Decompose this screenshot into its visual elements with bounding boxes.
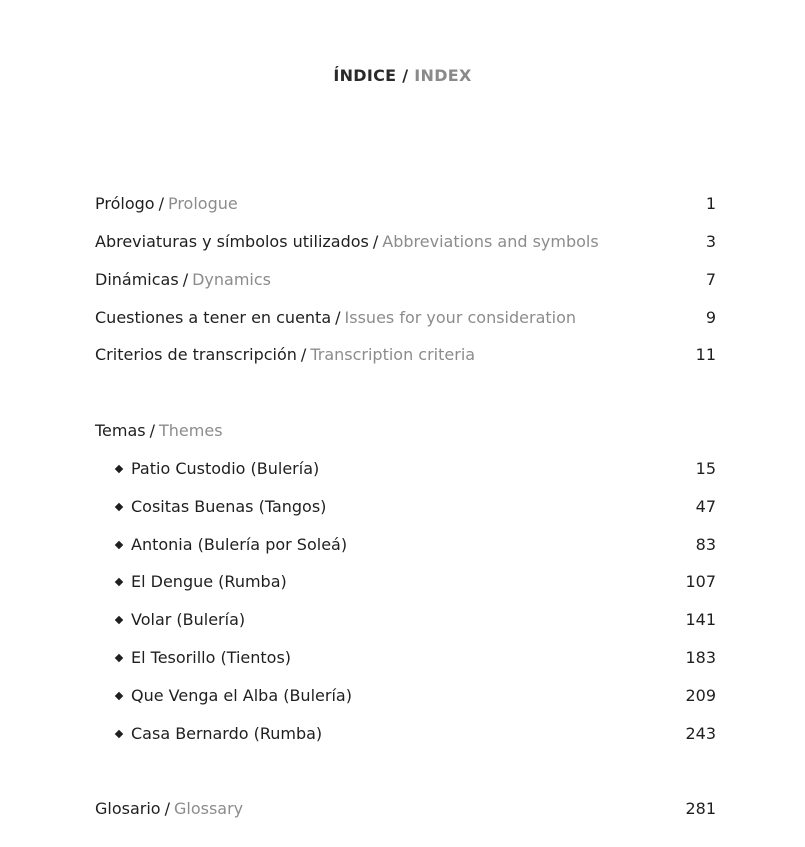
toc-entry-transcription[interactable] xyxy=(95,343,716,367)
toc-entry-prologue[interactable] xyxy=(95,192,716,216)
section-label-en: Themes xyxy=(159,421,223,440)
entry-label-en: Abbreviations and symbols xyxy=(382,232,599,251)
diamond-bullet-icon xyxy=(115,692,123,700)
toc-entry-dynamics[interactable] xyxy=(95,268,716,292)
entry-separator: / xyxy=(372,232,379,251)
diamond-bullet-icon xyxy=(115,616,123,624)
entry-label-es: Prólogo xyxy=(95,194,155,213)
entry-label-es: Glosario xyxy=(95,799,161,818)
page-number: 243 xyxy=(685,724,716,743)
page-number: 281 xyxy=(685,799,716,818)
page-number: 47 xyxy=(695,497,716,516)
entry-separator: / xyxy=(182,270,189,289)
section-separator: / xyxy=(149,421,156,440)
title-english: INDEX xyxy=(414,66,472,85)
entry-separator: / xyxy=(300,345,307,364)
toc-entry-abbreviations[interactable] xyxy=(95,230,716,254)
theme-label: Volar (Bulería) xyxy=(131,610,246,629)
theme-label: El Dengue (Rumba) xyxy=(131,572,287,591)
diamond-bullet-icon xyxy=(115,730,123,738)
toc-theme-item[interactable] xyxy=(115,533,716,557)
entry-label-en: Transcription criteria xyxy=(310,345,476,364)
diamond-bullet-icon xyxy=(115,541,123,549)
entry-label-en: Prologue xyxy=(167,194,238,213)
toc-theme-item[interactable] xyxy=(115,646,716,670)
entry-separator: / xyxy=(158,194,164,213)
entry-separator: / xyxy=(335,308,341,327)
page-number: 209 xyxy=(685,686,716,705)
entry-label-es: Abreviaturas y símbolos utilizados xyxy=(95,232,369,251)
page-number: 1 xyxy=(705,194,716,213)
toc-section-themes xyxy=(95,419,716,443)
entry-label-es: Criterios de transcripción xyxy=(95,345,297,364)
toc-theme-item[interactable] xyxy=(115,570,716,594)
theme-label: Antonia (Bulería por Soleá) xyxy=(131,535,348,554)
theme-label: Cositas Buenas (Tangos) xyxy=(131,497,327,516)
toc-theme-item[interactable] xyxy=(115,495,716,519)
diamond-bullet-icon xyxy=(115,503,123,511)
entry-label-es: Cuestiones a tener en cuenta xyxy=(95,308,332,327)
page-number: 9 xyxy=(705,308,716,327)
toc-theme-item[interactable] xyxy=(115,722,716,746)
page-number: 107 xyxy=(685,572,716,591)
page-title xyxy=(0,66,805,85)
toc-entry-issues[interactable] xyxy=(95,306,716,330)
diamond-bullet-icon xyxy=(115,578,123,586)
theme-label: Casa Bernardo (Rumba) xyxy=(131,724,323,743)
theme-label: El Tesorillo (Tientos) xyxy=(131,648,292,667)
toc-theme-item[interactable] xyxy=(115,684,716,708)
toc-theme-item[interactable] xyxy=(115,608,716,632)
entry-label-es: Dinámicas xyxy=(95,270,179,289)
page-number: 83 xyxy=(695,535,716,554)
page-number: 3 xyxy=(705,232,716,251)
theme-label: Que Venga el Alba (Bulería) xyxy=(131,686,352,705)
page-number: 141 xyxy=(685,610,716,629)
toc-entry-glossary[interactable] xyxy=(95,797,716,821)
page-number: 11 xyxy=(695,345,716,364)
entry-label-en: Glossary xyxy=(173,799,244,818)
entry-label-en: Dynamics xyxy=(192,270,271,289)
page-number: 183 xyxy=(685,648,716,667)
entry-label-en: Issues for your consideration xyxy=(344,308,577,327)
title-spanish: ÍNDICE xyxy=(333,66,397,85)
toc-theme-item[interactable] xyxy=(115,457,716,481)
entry-separator: / xyxy=(164,799,170,818)
title-separator: / xyxy=(402,66,409,85)
page-number: 7 xyxy=(705,270,716,289)
diamond-bullet-icon xyxy=(115,654,123,662)
diamond-bullet-icon xyxy=(115,465,123,473)
page-number: 15 xyxy=(695,459,716,478)
theme-label: Patio Custodio (Bulería) xyxy=(131,459,320,478)
section-label-es: Temas xyxy=(95,421,146,440)
